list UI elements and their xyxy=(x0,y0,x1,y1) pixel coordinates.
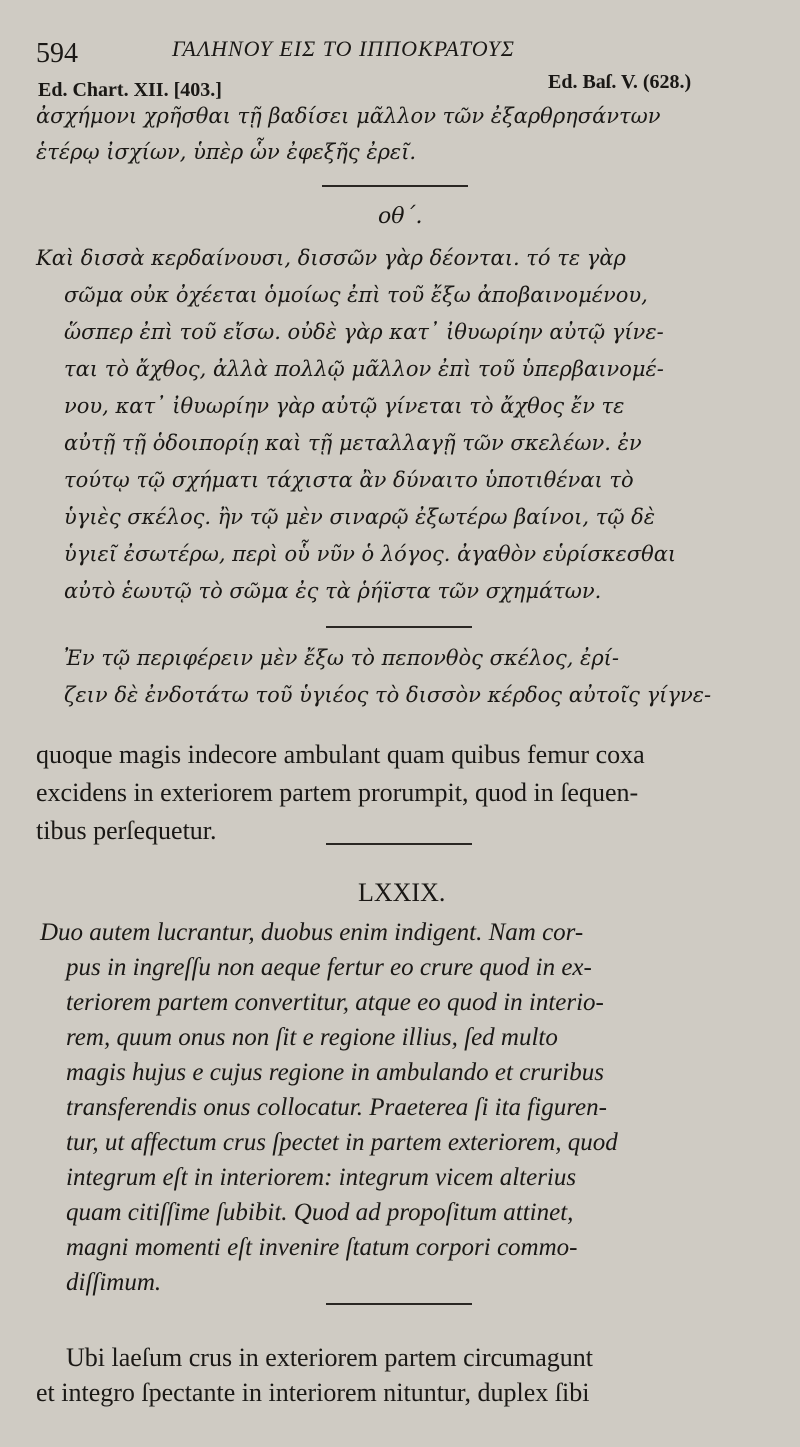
latin-line: diſſimum. xyxy=(66,1269,162,1296)
latin-line: quam citiſſime ſubibit. Quod ad propoſitum attinet, xyxy=(66,1199,574,1226)
greek-section-number: οθ΄. xyxy=(378,204,423,229)
latin-line: pus in ingreſſu non aeque fertur eo crure quod in ex- xyxy=(66,954,592,981)
greek-top-line: ἑτέρῳ ἰσχίων, ὑπὲρ ὧν ἐφεξῆς ἐρεῖ. xyxy=(36,140,417,164)
latin-comment-line: Ubi laeſum crus in exteriorem partem circumagunt xyxy=(66,1343,594,1372)
latin-top-line: excidens in exteriorem partem prorumpit, quod in ſequen- xyxy=(36,778,639,807)
greek-top-line: ἀσχήμονι χρῆσθαι τῇ βαδίσει μᾶλλον τῶν ἐξαρθρησάντων xyxy=(36,104,661,128)
latin-line: Duo autem lucrantur, duobus enim indigent. Nam cor- xyxy=(40,919,584,946)
separator-rule xyxy=(326,626,472,628)
greek-line: αὐτῇ τῇ ὁδοιπορίῃ καὶ τῇ μεταλλαγῇ τῶν σκελέων. ἐν xyxy=(64,431,642,455)
greek-comment-line: ζειν δὲ ἐνδοτάτω τοῦ ὑγιέος τὸ δισσὸν κέρδος αὐτοῖς γίγνε- xyxy=(64,683,712,707)
latin-line: magis hujus e cujus regione in ambulando et cruribus xyxy=(66,1059,604,1086)
latin-line: rem, quum onus non ſit e regione illius, ſed multo xyxy=(66,1024,558,1051)
latin-top-line: tibus perſequetur. xyxy=(36,816,217,845)
separator-rule xyxy=(322,185,468,187)
latin-line: transferendis onus collocatur. Praeterea ſi ita figuren- xyxy=(66,1094,607,1121)
latin-line: teriorem partem convertitur, atque eo quod in interio- xyxy=(66,989,604,1016)
latin-line: integrum eſt in interiorem: integrum vicem alterius xyxy=(66,1164,577,1191)
greek-line: ὑγιὲς σκέλος. ἢν τῷ μὲν σιναρῷ ἐξωτέρω βαίνοι, τῷ δὲ xyxy=(64,505,656,529)
greek-line: ὑγιεῖ ἐσωτέρω, περὶ οὗ νῦν ὁ λόγος. ἀγαθὸν εὑρίσκεσθαι xyxy=(64,542,677,566)
latin-comment-line: et integro ſpectante in interiorem nituntur, duplex ſibi xyxy=(36,1378,590,1407)
greek-line: αὐτὸ ἑωυτῷ τὸ σῶμα ἐς τὰ ῥήϊστα τῶν σχημάτων. xyxy=(64,579,602,603)
greek-line: ται τὸ ἄχθος, ἀλλὰ πολλῷ μᾶλλον ἐπὶ τοῦ ὑπερβαινομέ- xyxy=(64,357,664,381)
separator-rule xyxy=(326,843,472,845)
latin-line: magni momenti eſt invenire ſtatum corpori commo- xyxy=(66,1234,578,1261)
greek-line: Καὶ δισσὰ κερδαίνουσι, δισσῶν γὰρ δέονται. τό τε γὰρ xyxy=(36,246,626,270)
greek-line: νου, κατ᾽ ἰθυωρίην γὰρ αὐτῷ γίνεται τὸ ἄχθος ἔν τε xyxy=(64,394,625,418)
greek-line: ὥσπερ ἐπὶ τοῦ εἴσω. οὐδὲ γὰρ κατ᾽ ἰθυωρίην αὐτῷ γίνε- xyxy=(64,320,664,344)
separator-rule xyxy=(326,1303,472,1305)
greek-line: σῶμα οὐκ ὀχέεται ὁμοίως ἐπὶ τοῦ ἔξω ἀποβαινομένου, xyxy=(64,283,648,307)
page-number: 594 xyxy=(36,38,78,69)
greek-comment-line: Ἐν τῷ περιφέρειν μὲν ἔξω τὸ πεπονθὸς σκέλος, ἐρί- xyxy=(64,646,620,670)
greek-line: τούτῳ τῷ σχήματι τάχιστα ἂν δύναιτο ὑποτιθέναι τὸ xyxy=(64,468,634,492)
latin-section-number: LXXIX. xyxy=(358,878,446,907)
latin-top-line: quoque magis indecore ambulant quam quibus femur coxa xyxy=(36,740,645,769)
latin-line: tur, ut affectum crus ſpectet in partem exteriorem, quod xyxy=(66,1129,618,1156)
edition-left: Ed. Chart. XII. [403.] xyxy=(38,79,222,101)
running-title: ΓΑΛΗΝΟΥ ΕΙΣ ΤΟ ΙΠΠΟΚΡΑΤΟΥΣ xyxy=(172,36,516,61)
edition-right: Ed. Baſ. V. (628.) xyxy=(548,71,692,93)
